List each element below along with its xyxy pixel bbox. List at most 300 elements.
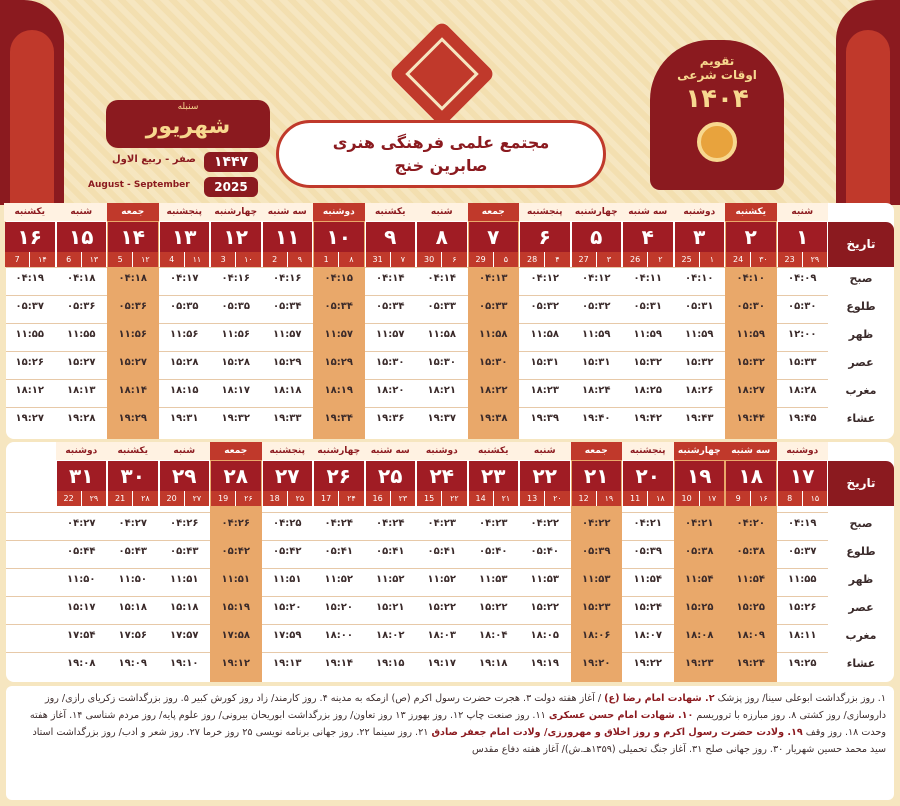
hijri-day: ۹: [287, 252, 312, 267]
right-arch-ornament: [836, 0, 900, 205]
hijri-day: ۱۱: [184, 252, 209, 267]
isha-time: ۱۹:۳۶: [376, 413, 405, 424]
fajr-time: ۰۴:۲۷: [118, 518, 147, 529]
weekday-name: یکشنبه: [365, 203, 417, 221]
gregorian-day: 15: [424, 494, 435, 503]
fajr-time: ۰۴:۱۲: [530, 273, 559, 284]
asr-time: ۱۵:۲۶: [15, 357, 44, 368]
asr-time: ۱۵:۲۵: [736, 602, 765, 613]
fajr-time: ۰۴:۲۱: [633, 518, 662, 529]
note-highlight: ۲. شهادت امام رضا (ع): [604, 693, 715, 704]
dhuhr-time: ۱۱:۵۷: [273, 329, 302, 340]
maghrib-time: ۱۸:۰۸: [685, 630, 714, 641]
weekday-name: شنبه: [56, 203, 108, 221]
weekday-name: دوشنبه: [56, 442, 108, 460]
asr-time: ۱۵:۳۲: [633, 357, 662, 368]
row-labels: [828, 203, 894, 439]
sunrise-time: ۰۵:۳۵: [221, 301, 250, 312]
day-column: [4, 203, 56, 439]
day-column: [313, 203, 365, 439]
sub-dates: [160, 252, 210, 267]
weekday-name: سه شنبه: [365, 442, 417, 460]
dhuhr-time: ۱۱:۵۰: [118, 574, 147, 585]
maghrib-row-label: مغرب: [828, 381, 894, 401]
solar-day-number: ۱۷: [778, 461, 828, 491]
solar-day-number: ۵: [572, 222, 622, 252]
week-table-1: [6, 203, 894, 439]
isha-time: ۱۹:۴۰: [582, 413, 611, 424]
fajr-time: ۰۴:۲۱: [685, 518, 714, 529]
sunrise-time: ۰۵:۳۷: [15, 301, 44, 312]
hijri-day: ۲۳: [390, 491, 415, 506]
gregorian-day: 24: [733, 255, 744, 264]
day-column: [777, 203, 829, 439]
day-column: [210, 442, 262, 682]
sub-dates: [778, 252, 828, 267]
year-emblem: [650, 40, 784, 190]
maghrib-time: ۱۸:۰۹: [736, 630, 765, 641]
sunrise-time: ۰۵:۳۵: [170, 301, 199, 312]
isha-time: ۱۹:۲۹: [118, 413, 147, 424]
hijri-day: ۱۶: [750, 491, 775, 506]
asr-time: ۱۵:۲۸: [221, 357, 250, 368]
maghrib-time: ۱۷:۵۴: [67, 630, 96, 641]
asr-time: ۱۵:۲۴: [633, 602, 662, 613]
isha-time: ۱۹:۳۲: [221, 413, 250, 424]
sub-dates: [366, 252, 416, 267]
maghrib-time: ۱۷:۵۶: [118, 630, 147, 641]
asr-time: ۱۵:۳۳: [788, 357, 817, 368]
fajr-time: ۰۴:۱۲: [582, 273, 611, 284]
asr-time: ۱۵:۳۰: [479, 357, 508, 368]
weekday-name: دوشنبه: [416, 442, 468, 460]
maghrib-time: ۱۸:۲۴: [582, 385, 611, 396]
asr-row-label: عصر: [828, 598, 894, 618]
maghrib-time: ۱۸:۰۰: [324, 630, 353, 641]
day-column: [262, 203, 314, 439]
hijri-day: ۱۴: [29, 252, 54, 267]
maghrib-time: ۱۸:۰۲: [376, 630, 405, 641]
dhuhr-time: ۱۱:۵۹: [685, 329, 714, 340]
sunrise-row-label: طلوع: [828, 542, 894, 562]
gregorian-day: 20: [166, 494, 177, 503]
sub-dates: [726, 252, 776, 267]
hijri-day: ۲۹: [81, 491, 106, 506]
isha-row-label: عشاء: [828, 409, 894, 429]
isha-time: ۱۹:۰۸: [67, 658, 96, 669]
weekday-name: شنبه: [519, 442, 571, 460]
fajr-time: ۰۴:۲۰: [736, 518, 765, 529]
day-column: [519, 203, 571, 439]
hijri-day: ۱۵: [802, 491, 827, 506]
maghrib-row-label: مغرب: [828, 626, 894, 646]
sub-dates: [675, 491, 725, 506]
fajr-time: ۰۴:۱۵: [324, 273, 353, 284]
gregorian-day: 12: [578, 494, 589, 503]
sub-dates: [623, 491, 673, 506]
asr-time: ۱۵:۳۲: [685, 357, 714, 368]
day-column: [313, 442, 365, 682]
gregorian-day: 18: [269, 494, 280, 503]
weekday-name: پنجشنبه: [262, 442, 314, 460]
asr-time: ۱۵:۳۰: [427, 357, 456, 368]
gregorian-day: 13: [527, 494, 538, 503]
gregorian-day: 10: [681, 494, 692, 503]
gregorian-day: 31: [372, 255, 383, 264]
isha-time: ۱۹:۴۴: [736, 413, 765, 424]
dhuhr-time: ۱۱:۵۳: [582, 574, 611, 585]
weekday-name: یکشنبه: [4, 203, 56, 221]
hijri-day: ۱۲: [132, 252, 157, 267]
emblem-year: ۱۴۰۴: [685, 84, 749, 114]
dhuhr-time: ۱۱:۵۱: [221, 574, 250, 585]
header-background: [0, 0, 900, 205]
isha-time: ۱۹:۳۴: [324, 413, 353, 424]
sub-dates: [263, 491, 313, 506]
gregorian-day: 22: [63, 494, 74, 503]
asr-time: ۱۵:۱۹: [221, 602, 250, 613]
hijri-day: ۱۳: [81, 252, 106, 267]
day-column: [468, 203, 520, 439]
gregorian-day: 16: [372, 494, 383, 503]
maghrib-time: ۱۸:۲۰: [376, 385, 405, 396]
gregorian-year: 2025: [204, 177, 258, 197]
fajr-time: ۰۴:۱۶: [273, 273, 302, 284]
fajr-time: ۰۴:۲۳: [427, 518, 456, 529]
solar-day-number: ۱۸: [726, 461, 776, 491]
solar-day-number: ۱۱: [263, 222, 313, 252]
date-row-label: تاریخ: [828, 461, 894, 506]
sunrise-time: ۰۵:۴۳: [118, 546, 147, 557]
maghrib-time: ۱۸:۱۴: [118, 385, 147, 396]
solar-day-number: ۲۹: [160, 461, 210, 491]
sunrise-time: ۰۵:۳۴: [273, 301, 302, 312]
maghrib-time: ۱۸:۰۶: [582, 630, 611, 641]
day-column: [56, 442, 108, 682]
dhuhr-time: ۱۱:۵۶: [221, 329, 250, 340]
dhuhr-time: ۱۱:۵۳: [530, 574, 559, 585]
sub-dates: [572, 491, 622, 506]
asr-time: ۱۵:۲۶: [788, 602, 817, 613]
day-column: [365, 442, 417, 682]
day-column: [365, 203, 417, 439]
isha-time: ۱۹:۲۷: [15, 413, 44, 424]
gregorian-day: 26: [630, 255, 641, 264]
isha-time: ۱۹:۳۸: [479, 413, 508, 424]
gregorian-day: 21: [115, 494, 126, 503]
isha-time: ۱۹:۲۲: [633, 658, 662, 669]
maghrib-time: ۱۸:۱۵: [170, 385, 199, 396]
sub-dates: [263, 252, 313, 267]
maghrib-time: ۱۸:۲۶: [685, 385, 714, 396]
weekday-name: جمعه: [210, 442, 262, 460]
hijri-day: ۲۷: [184, 491, 209, 506]
sub-dates: [160, 491, 210, 506]
organization-name-line2: صابرین خنج: [394, 156, 488, 175]
sub-dates: [5, 252, 55, 267]
fajr-time: ۰۴:۲۳: [479, 518, 508, 529]
solar-day-number: ۲۱: [572, 461, 622, 491]
weekday-name: یکشنبه: [107, 442, 159, 460]
isha-time: ۱۹:۳۷: [427, 413, 456, 424]
weekday-name: سه شنبه: [725, 442, 777, 460]
asr-time: ۱۵:۳۱: [582, 357, 611, 368]
dhuhr-row-label: ظهر: [828, 570, 894, 590]
sub-dates: [726, 491, 776, 506]
hijri-day: ۶: [441, 252, 466, 267]
isha-time: ۱۹:۱۲: [221, 658, 250, 669]
weekday-name: یکشنبه: [725, 203, 777, 221]
fajr-time: ۰۴:۱۰: [685, 273, 714, 284]
sub-dates: [417, 252, 467, 267]
sub-dates: [57, 491, 107, 506]
hijri-months: صفر - ربیع الاول: [112, 154, 196, 165]
day-column: [725, 203, 777, 439]
fajr-time: ۰۴:۱۸: [118, 273, 147, 284]
fajr-time: ۰۴:۱۱: [633, 273, 662, 284]
isha-time: ۱۹:۳۳: [273, 413, 302, 424]
sunrise-time: ۰۵:۳۷: [788, 546, 817, 557]
maghrib-time: ۱۸:۱۸: [273, 385, 302, 396]
fajr-time: ۰۴:۱۳: [479, 273, 508, 284]
day-column: [159, 442, 211, 682]
sunrise-time: ۰۵:۴۴: [67, 546, 96, 557]
weekday-name: جمعه: [571, 442, 623, 460]
fajr-time: ۰۴:۲۲: [582, 518, 611, 529]
sunrise-time: ۰۵:۴۱: [376, 546, 405, 557]
sub-dates: [675, 252, 725, 267]
asr-time: ۱۵:۳۰: [376, 357, 405, 368]
fajr-time: ۰۴:۲۵: [273, 518, 302, 529]
asr-time: ۱۵:۲۰: [273, 602, 302, 613]
isha-time: ۱۹:۱۰: [170, 658, 199, 669]
dhuhr-time: ۱۱:۵۴: [633, 574, 662, 585]
solar-day-number: ۸: [417, 222, 467, 252]
asr-time: ۱۵:۲۲: [479, 602, 508, 613]
hijri-day: ۲۲: [441, 491, 466, 506]
asr-time: ۱۵:۱۸: [170, 602, 199, 613]
weekday-name: شنبه: [159, 442, 211, 460]
day-column: [622, 442, 674, 682]
sub-dates: [417, 491, 467, 506]
dhuhr-time: ۱۱:۵۵: [67, 329, 96, 340]
gregorian-day: 25: [681, 255, 692, 264]
gregorian-day: 11: [630, 494, 641, 503]
note-text: / آغاز هفته دولت ۳. هجرت حضرت رسول اکرم (ص) ازمکه به مدینه ۴. روز کارمند/ زاد روز کورش کبیر ۵. روز بزرگداشت زکریای رازی/ روز داروسازی/ روز کشتی ۸. روز مبارزه با تروریسم: [44, 693, 886, 721]
note-text: ۲۱. روز سینما ۲۲. روز جهانی برنامه نویسی ۲۵ روز خرما ۲۷. روز شعر و ادب/ روز بزرگداشت استاد سید محمد حسین شهریار ۳۰. روز جهانی صلح ۳۱. آغاز جنگ تحمیلی (۱۳۵۹هـ.ش)/ آغاز هفته دفاع مقدس: [32, 727, 886, 755]
dhuhr-time: ۱۱:۵۶: [170, 329, 199, 340]
sub-dates: [623, 252, 673, 267]
sub-dates: [211, 252, 261, 267]
weekday-name: جمعه: [468, 203, 520, 221]
weekday-name: دوشنبه: [777, 442, 829, 460]
solar-day-number: ۲۵: [366, 461, 416, 491]
isha-time: ۱۹:۱۷: [427, 658, 456, 669]
dhuhr-time: ۱۱:۵۲: [324, 574, 353, 585]
sunrise-time: ۰۵:۳۲: [530, 301, 559, 312]
gregorian-day: 2: [272, 255, 278, 264]
gregorian-day: 19: [218, 494, 229, 503]
dhuhr-time: ۱۱:۵۵: [15, 329, 44, 340]
asr-time: ۱۵:۲۷: [118, 357, 147, 368]
note-text: ۱. روز بزرگداشت ابوعلی سینا/ روز پزشک: [714, 693, 886, 704]
solar-day-number: ۱: [778, 222, 828, 252]
weekday-name: دوشنبه: [674, 203, 726, 221]
gregorian-day: 29: [475, 255, 486, 264]
asr-time: ۱۵:۲۰: [324, 602, 353, 613]
asr-time: ۱۵:۲۱: [376, 602, 405, 613]
month-name: شهریور: [145, 114, 231, 139]
sub-dates: [108, 252, 158, 267]
asr-row-label: عصر: [828, 353, 894, 373]
fajr-time: ۰۴:۲۴: [324, 518, 353, 529]
day-column: [56, 203, 108, 439]
sunrise-time: ۰۵:۴۰: [479, 546, 508, 557]
weekday-name: شنبه: [416, 203, 468, 221]
sunrise-time: ۰۵:۴۱: [427, 546, 456, 557]
hijri-day: ۳۰: [750, 252, 775, 267]
fajr-time: ۰۴:۱۴: [427, 273, 456, 284]
day-column: [622, 203, 674, 439]
fajr-time: ۰۴:۲۶: [221, 518, 250, 529]
organization-title-box: [276, 120, 606, 188]
date-row-label: تاریخ: [828, 222, 894, 267]
sub-dates: [778, 491, 828, 506]
sunrise-time: ۰۵:۳۰: [788, 301, 817, 312]
dhuhr-time: ۱۱:۵۲: [427, 574, 456, 585]
isha-time: ۱۹:۱۹: [530, 658, 559, 669]
isha-time: ۱۹:۲۳: [685, 658, 714, 669]
dhuhr-time: ۱۱:۵۷: [324, 329, 353, 340]
fajr-time: ۰۴:۱۶: [221, 273, 250, 284]
fajr-time: ۰۴:۱۴: [376, 273, 405, 284]
weekday-name: سه شنبه: [622, 203, 674, 221]
sunrise-time: ۰۵:۳۹: [633, 546, 662, 557]
solar-day-number: ۶: [520, 222, 570, 252]
isha-time: ۱۹:۲۸: [67, 413, 96, 424]
maghrib-time: ۱۸:۲۸: [788, 385, 817, 396]
fajr-time: ۰۴:۱۸: [67, 273, 96, 284]
isha-time: ۱۹:۱۸: [479, 658, 508, 669]
sunrise-time: ۰۵:۳۸: [736, 546, 765, 557]
maghrib-time: ۱۸:۱۹: [324, 385, 353, 396]
hijri-day: ۱۹: [596, 491, 621, 506]
fajr-time: ۰۴:۲۷: [67, 518, 96, 529]
dhuhr-time: ۱۱:۵۰: [67, 574, 96, 585]
isha-row-label: عشاء: [828, 654, 894, 674]
dhuhr-time: ۱۱:۵۹: [582, 329, 611, 340]
maghrib-time: ۱۸:۰۷: [633, 630, 662, 641]
asr-time: ۱۵:۲۹: [273, 357, 302, 368]
sunrise-time: ۰۵:۴۳: [170, 546, 199, 557]
solar-day-number: ۱۹: [675, 461, 725, 491]
weekday-name: شنبه: [777, 203, 829, 221]
sunrise-row-label: طلوع: [828, 297, 894, 317]
solar-day-number: ۱۲: [211, 222, 261, 252]
gregorian-day: 14: [475, 494, 486, 503]
maghrib-time: ۱۸:۲۳: [530, 385, 559, 396]
sunrise-time: ۰۵:۳۳: [427, 301, 456, 312]
isha-time: ۱۹:۲۰: [582, 658, 611, 669]
day-column: [777, 442, 829, 682]
weekday-name: یکشنبه: [468, 442, 520, 460]
maghrib-time: ۱۸:۱۷: [221, 385, 250, 396]
weekday-name: چهارشنبه: [313, 442, 365, 460]
sub-dates: [211, 491, 261, 506]
sub-dates: [520, 491, 570, 506]
isha-time: ۱۹:۳۹: [530, 413, 559, 424]
gregorian-day: 3: [220, 255, 226, 264]
fajr-time: ۰۴:۱۹: [15, 273, 44, 284]
sub-dates: [572, 252, 622, 267]
sub-dates: [108, 491, 158, 506]
weekday-name: چهارشنبه: [674, 442, 726, 460]
dhuhr-time: ۱۱:۵۸: [427, 329, 456, 340]
day-column: [210, 203, 262, 439]
day-column: [725, 442, 777, 682]
dhuhr-time: ۱۱:۵۱: [170, 574, 199, 585]
solar-day-number: ۲۴: [417, 461, 467, 491]
solar-day-number: ۲۳: [469, 461, 519, 491]
dhuhr-time: ۱۱:۵۷: [376, 329, 405, 340]
dhuhr-time: ۱۲:۰۰: [788, 329, 817, 340]
day-column: [262, 442, 314, 682]
day-column: [571, 203, 623, 439]
dhuhr-time: ۱۱:۵۲: [376, 574, 405, 585]
dhuhr-time: ۱۱:۵۹: [633, 329, 662, 340]
solar-day-number: ۱۳: [160, 222, 210, 252]
sunrise-time: ۰۵:۳۶: [67, 301, 96, 312]
isha-time: ۱۹:۲۴: [736, 658, 765, 669]
hijri-day: ۵: [493, 252, 518, 267]
gregorian-day: 28: [527, 255, 538, 264]
day-column: [674, 442, 726, 682]
hijri-day: ۸: [338, 252, 363, 267]
isha-time: ۱۹:۲۵: [788, 658, 817, 669]
gregorian-day: 9: [735, 494, 741, 503]
sub-dates: [520, 252, 570, 267]
hijri-day: ۱۰: [235, 252, 260, 267]
solar-day-number: ۲۰: [623, 461, 673, 491]
fajr-time: ۰۴:۲۴: [376, 518, 405, 529]
day-column: [468, 442, 520, 682]
maghrib-time: ۱۷:۵۹: [273, 630, 302, 641]
gregorian-day: 30: [424, 255, 435, 264]
row-labels: [828, 442, 894, 682]
note-text: ۱۱. روز صنعت چاپ ۱۲. روز بهورز ۱۳ روز تعاون/ روز بزرگداشت ابوریحان بیرونی/ روز علوم پایه/ روز مردم شناسی ۱۴. آغاز هفته وحدت ۱۸. روز وقف: [29, 710, 886, 738]
weekday-name: پنجشنبه: [159, 203, 211, 221]
hijri-day: ۱: [699, 252, 724, 267]
asr-time: ۱۵:۲۲: [530, 602, 559, 613]
sub-dates: [469, 252, 519, 267]
gregorian-day: 8: [787, 494, 793, 503]
solar-day-number: ۳۱: [57, 461, 107, 491]
month-badge: [106, 100, 270, 148]
hijri-year: ۱۴۴۷: [204, 152, 258, 172]
isha-time: ۱۹:۴۲: [633, 413, 662, 424]
weekday-name: پنجشنبه: [622, 442, 674, 460]
note-highlight: ۱۹. ولادت حضرت رسول اکرم و روز اخلاق و مهرورزی/ ولادت امام جعفر صادق: [431, 727, 803, 738]
maghrib-time: ۱۸:۰۵: [530, 630, 559, 641]
hijri-day: ۲۶: [235, 491, 260, 506]
dhuhr-time: ۱۱:۵۵: [788, 574, 817, 585]
solar-day-number: ۱۰: [314, 222, 364, 252]
fajr-time: ۰۴:۱۹: [788, 518, 817, 529]
hijri-day: ۱۸: [647, 491, 672, 506]
maghrib-time: ۱۸:۲۲: [479, 385, 508, 396]
solar-day-number: ۱۴: [108, 222, 158, 252]
solar-day-number: ۲۲: [520, 461, 570, 491]
